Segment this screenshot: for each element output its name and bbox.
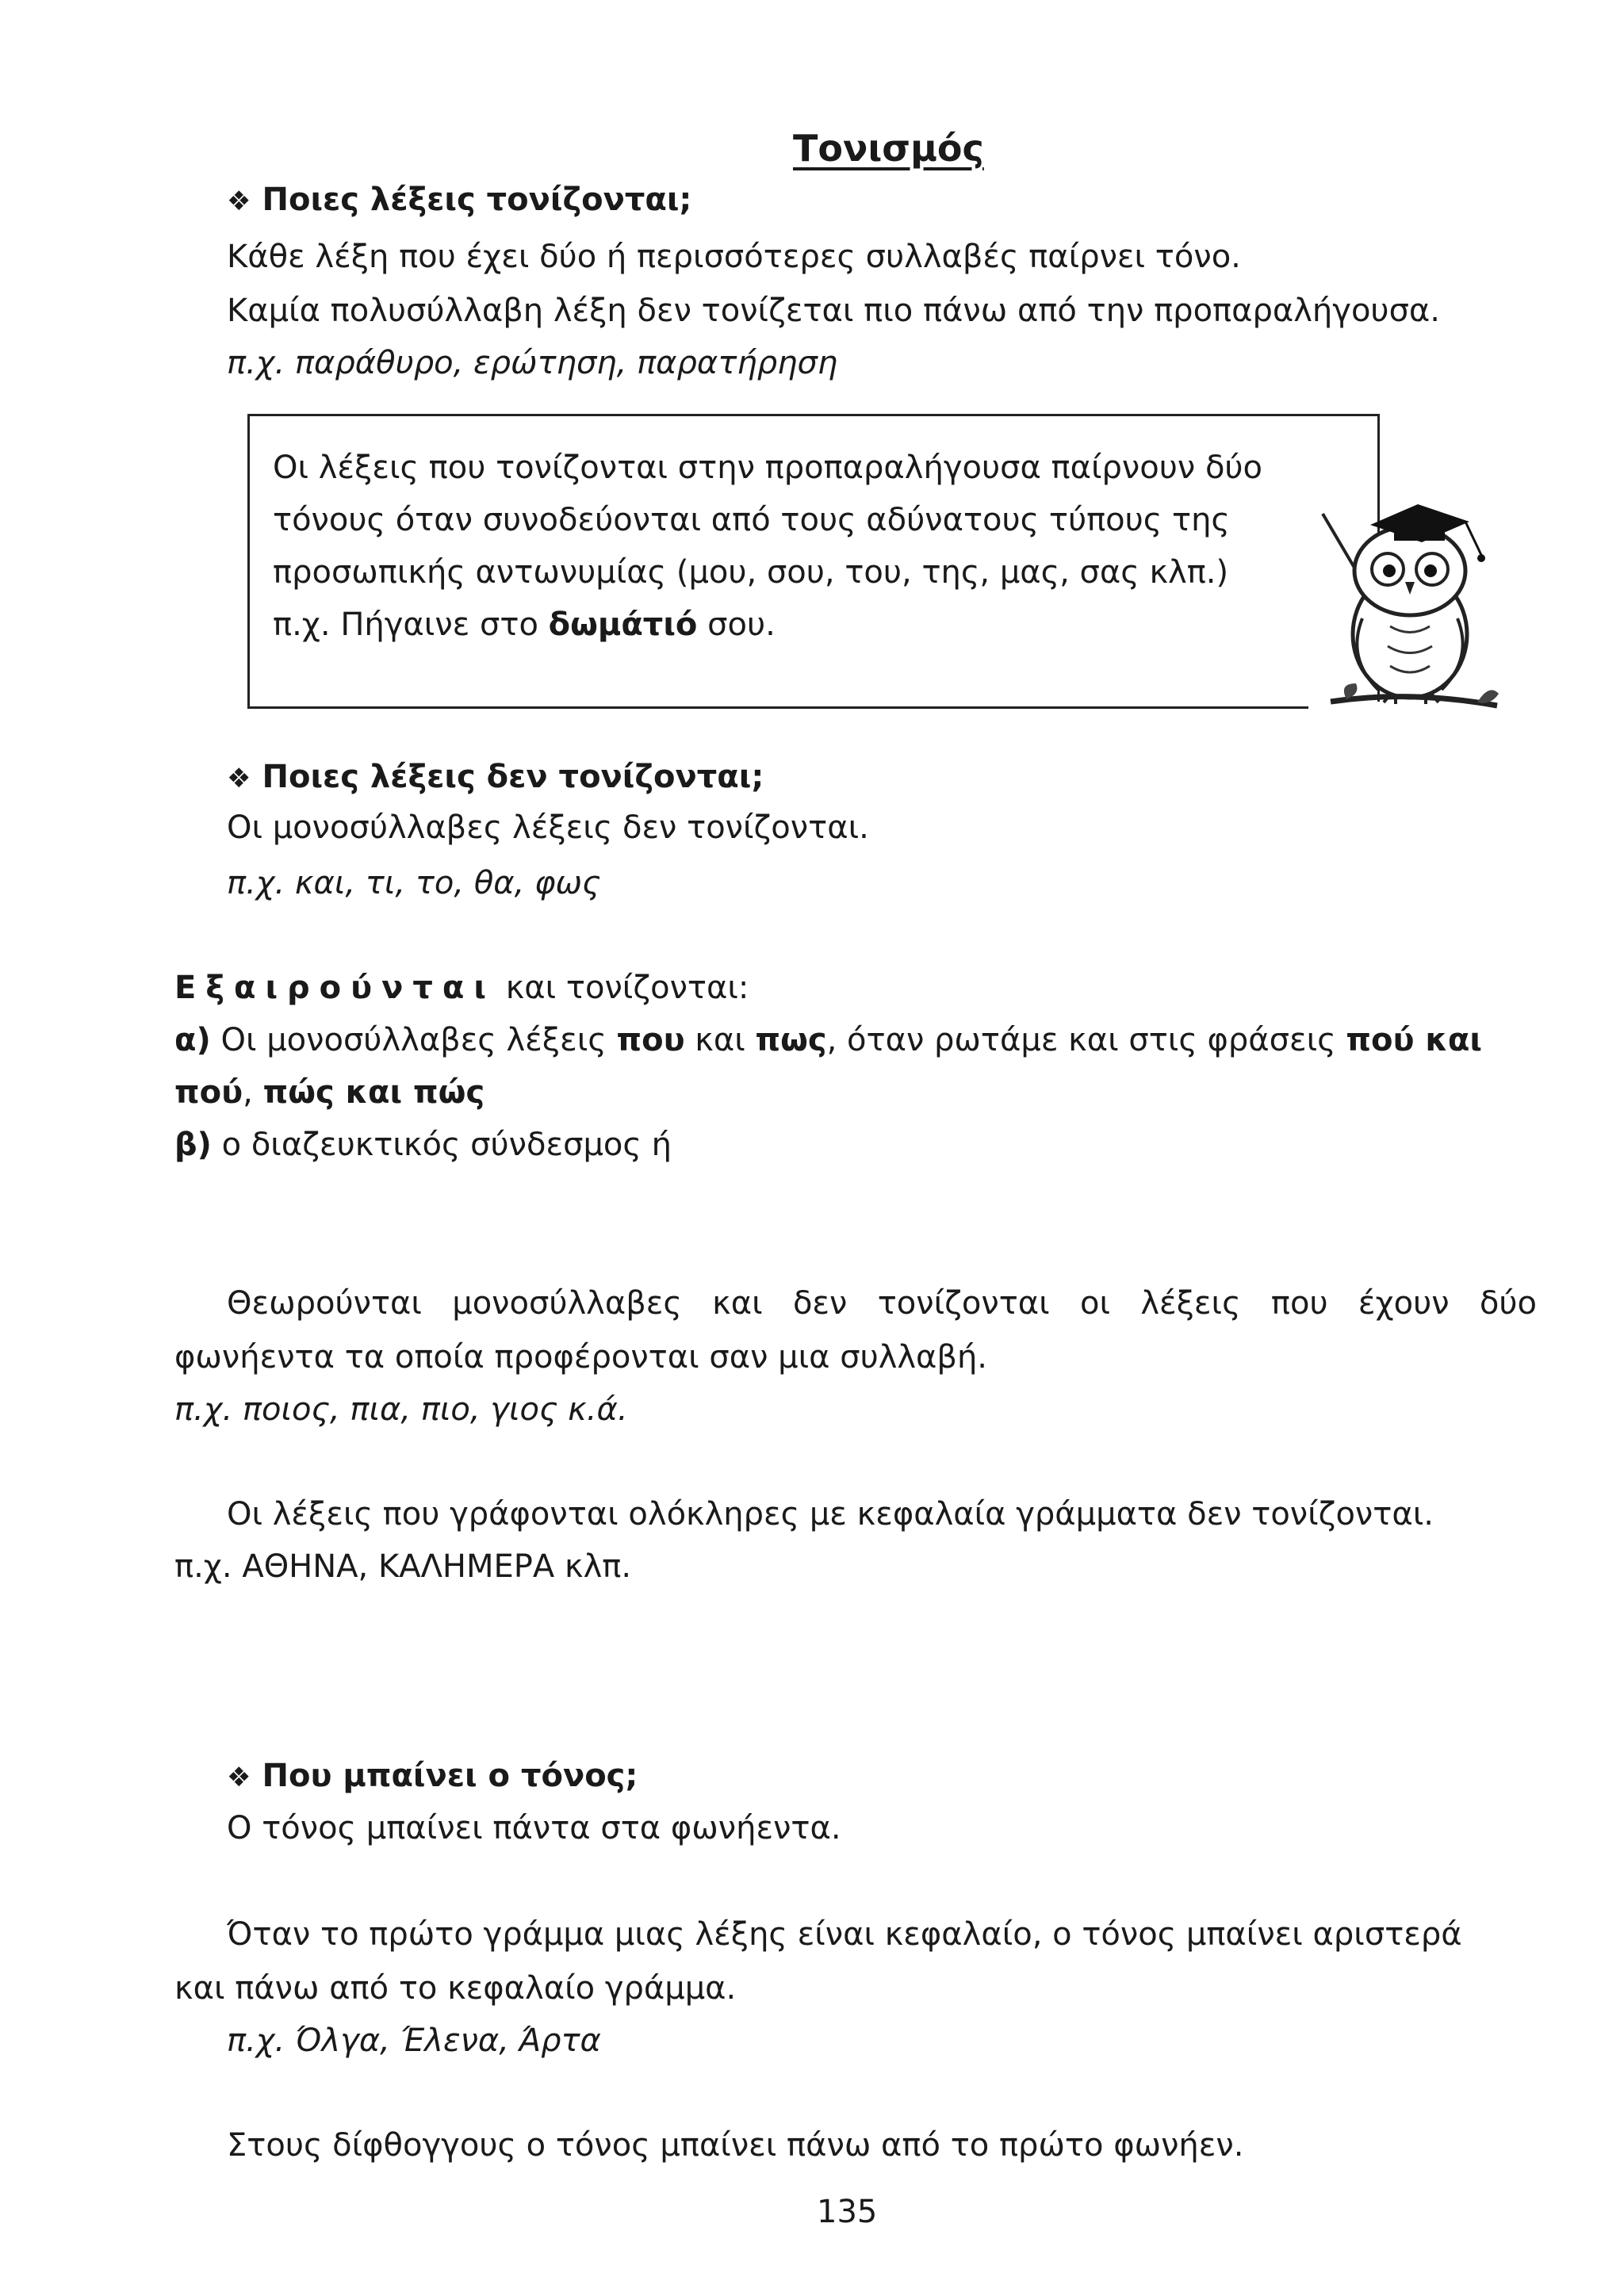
exception-b: β) ο διαζευκτικός σύνδεσμος ή (174, 1127, 672, 1163)
para1-line2: φωνήεντα τα οποία προφέρονται σαν μια συλλαβή. (174, 1339, 988, 1376)
exceptions-heading: Εξαιρούνται και τονίζονται: (174, 970, 749, 1006)
para2-line1: Οι λέξεις που γράφονται ολόκληρες με κεφαλαία γράμματα δεν τονίζονται. (227, 1496, 1434, 1533)
section1-line1: Κάθε λέξη που έχει δύο ή περισσότερες συλλαβές παίρνει τόνο. (227, 239, 1241, 275)
page-number: 135 (817, 2194, 878, 2230)
callout-line3: προσωπικής αντωνυμίας (μου, σου, του, της, μας, σας κλπ.) (273, 554, 1229, 591)
section3-line2: Όταν το πρώτο γράμμα μιας λέξης είναι κεφαλαίο, ο τόνος μπαίνει αριστερά (227, 1916, 1462, 1953)
section2-line1: Οι μονοσύλλαβες λέξεις δεν τονίζονται. (227, 809, 869, 846)
section-heading-where-accent: ❖ Που μπαίνει ο τόνος; (227, 1758, 638, 1794)
para1-line1: Θεωρούνται μονοσύλλαβες και δεν τονίζονται οι λέξεις που έχουν δύο (227, 1285, 1537, 1322)
section-heading-unaccented-words: ❖ Ποιες λέξεις δεν τονίζονται; (227, 759, 764, 795)
section1-example: π.χ. παράθυρο, ερώτηση, παρατήρηση (227, 345, 838, 381)
para2-example: π.χ. ΑΘΗΝΑ, ΚΑΛΗΜΕΡΑ κλπ. (174, 1548, 632, 1585)
callout-line1: Οι λέξεις που τονίζονται στην προπαραλήγουσα παίρνουν δύο (273, 450, 1263, 486)
section3-line3: και πάνω από το κεφαλαίο γράμμα. (174, 1970, 737, 2007)
page-title: Τονισμός (793, 127, 984, 170)
diamond-bullet-icon: ❖ (227, 1762, 251, 1793)
graduation-owl-icon (1315, 476, 1505, 714)
section-heading-accented-words: ❖ Ποιες λέξεις τονίζονται; (227, 182, 692, 218)
section3-line4: Στους δίφθογγους ο τόνος μπαίνει πάνω από το πρώτο φωνήεν. (227, 2127, 1244, 2164)
exception-a-line1: α) Οι μονοσύλλαβες λέξεις που και πως, όταν ρωτάμε και στις φράσεις πού και (174, 1022, 1482, 1058)
exception-a-line2: πού, πώς και πώς (174, 1074, 485, 1111)
section1-line2: Καμία πολυσύλλαβη λέξη δεν τονίζεται πιο πάνω από την προπαραλήγουσα. (227, 293, 1440, 329)
diamond-bullet-icon: ❖ (227, 763, 251, 794)
section3-line1: Ο τόνος μπαίνει πάντα στα φωνήεντα. (227, 1810, 841, 1846)
section2-example: π.χ. και, τι, το, θα, φως (227, 865, 601, 901)
diamond-bullet-icon: ❖ (227, 186, 251, 217)
para1-example: π.χ. ποιος, πια, πιο, γιος κ.ά. (174, 1391, 628, 1428)
callout-line2: τόνους όταν συνοδεύονται από τους αδύνατους τύπους της (273, 502, 1230, 538)
section3-example: π.χ. Όλγα, Έλενα, Άρτα (227, 2022, 601, 2059)
callout-example: π.χ. Πήγαινε στο δωμάτιό σου. (273, 607, 776, 643)
